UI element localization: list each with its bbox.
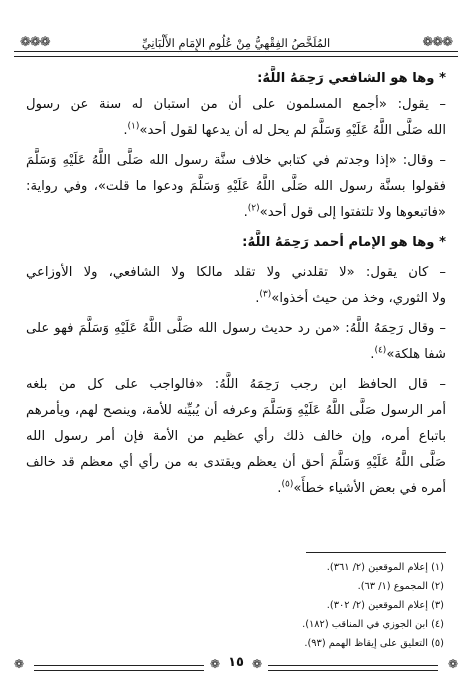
line-text: صَلَّى اللَّهُ عَلَيْهِ وَسَلَّمَ أحق أن يعظم ويقتدى به من رأي أي معظم قد خالف — [26, 455, 446, 470]
line-text: باتباع أمره، وإن خالف ذلك رأي عظيم من الأمة فإن أمر رسول الله — [26, 429, 446, 444]
text-line — [26, 174, 446, 200]
line-text: – وقال: «إذا وجدتم في كتابي خلاف سنَّة رسول الله صَلَّى اللَّهُ عَلَيْهِ وَسَلَّمَ — [26, 153, 446, 168]
period: . — [243, 205, 248, 220]
text-line — [26, 118, 446, 144]
footer-ornament-center-right: ❁ — [251, 657, 262, 671]
line-text: – يقول: «أجمع المسلمون على أن من استبان له سنة عن رسول — [26, 97, 446, 112]
period: . — [370, 347, 375, 362]
period: . — [277, 481, 282, 496]
text-line — [26, 260, 446, 286]
footnote-ref[interactable]: (٤) — [374, 345, 387, 356]
footnote-ref[interactable]: (١) — [127, 121, 140, 132]
text-line — [26, 316, 446, 342]
text-line — [26, 342, 446, 368]
text-line — [26, 148, 446, 174]
footnotes — [80, 558, 444, 653]
footnote-ref[interactable]: (٢) — [247, 203, 260, 214]
line-text: فقولوا بسنَّة رسول الله صَلَّى اللَّهُ عَلَيْهِ وَسَلَّمَ ودعوا ما قلت»، وفي رواية: — [26, 179, 446, 194]
text-line — [26, 92, 446, 118]
footnote-item: (٥) التعليق على إيقاظ الهمم (٩٣). — [304, 638, 444, 649]
footer-ornament-right: ❁ — [447, 657, 458, 671]
line-text: أمره في بعض الأشياء خطأً» — [293, 481, 446, 496]
text-line — [26, 424, 446, 450]
footnote-ref[interactable]: (٣) — [259, 289, 272, 300]
text-line — [26, 450, 446, 476]
footnote-item: (١) إعلام الموقعين (٢/ ٣٦١). — [326, 562, 444, 573]
text-line — [26, 66, 446, 92]
header-ornament-left: ❁❁❁ — [20, 35, 50, 50]
footnote-ref[interactable]: (٥) — [281, 479, 294, 490]
text-line — [26, 398, 446, 424]
line-text: ولا الثوري، وخذ من حيث أخذوا» — [271, 291, 446, 306]
body-text — [26, 66, 446, 502]
footnote-separator — [306, 552, 446, 553]
footer-rule-right — [268, 665, 438, 671]
page-footer — [14, 655, 458, 677]
footnote-item: (٣) إعلام الموقعين (٢/ ٣٠٢). — [326, 600, 444, 611]
line-text: – قال الحافظ ابن رجب رَحِمَهُ اللَّهُ: «فالواجب على كل من بلغه — [26, 377, 446, 392]
line-text: أمر الرسول صَلَّى اللَّهُ عَلَيْهِ وَسَلَّمَ وعرفه أن يُبيِّنه للأمة، وينصح لهم، ويأمرهم — [26, 403, 446, 418]
text-line — [26, 286, 446, 312]
text-line — [26, 372, 446, 398]
footnote-item: (٢) المجموع (١/ ٦٣). — [357, 581, 444, 592]
line-text: – كان يقول: «لا تقلدني ولا تقلد مالكا ولا الشافعي، ولا الأوزاعي — [26, 265, 446, 280]
text-line — [26, 230, 446, 256]
page-number: ١٥ — [228, 655, 244, 670]
text-line — [26, 200, 446, 226]
footer-ornament-left: ❁ — [14, 657, 25, 671]
footnote-item: (٤) ابن الجوزي في المناقب (١٨٢). — [302, 619, 444, 630]
period: . — [255, 291, 260, 306]
line-text: «فاتبعوها ولا تلتفتوا إلى قول أحد» — [259, 205, 446, 220]
footer-ornament-center-left: ❁ — [210, 657, 221, 671]
running-title: المُلَخَّصُ الفِقْهِيُّ مِنْ عُلُومِ الإِمَامِ الأَلْبَانِيِّ — [141, 36, 331, 50]
header-ornament-right: ❁❁❁ — [422, 35, 452, 50]
line-text: * وها هو الشافعي رَحِمَهُ اللَّهُ: — [257, 71, 446, 86]
page-header — [14, 29, 458, 57]
header-rule — [14, 51, 458, 57]
line-text: – وقال رَحِمَهُ اللَّهُ: «من رد حديث رسول الله صَلَّى اللَّهُ عَلَيْهِ وَسَلَّمَ فهو على — [26, 321, 446, 336]
line-text: الله صَلَّى اللَّهُ عَلَيْهِ وَسَلَّمَ لم يحل له أن يدعها لقول أحد» — [139, 123, 446, 138]
line-text: شفا هلكة» — [386, 347, 446, 362]
line-text: * وها هو الإمام أحمد رَحِمَهُ اللَّهُ: — [242, 235, 446, 250]
period: . — [123, 123, 128, 138]
text-line — [26, 476, 446, 502]
